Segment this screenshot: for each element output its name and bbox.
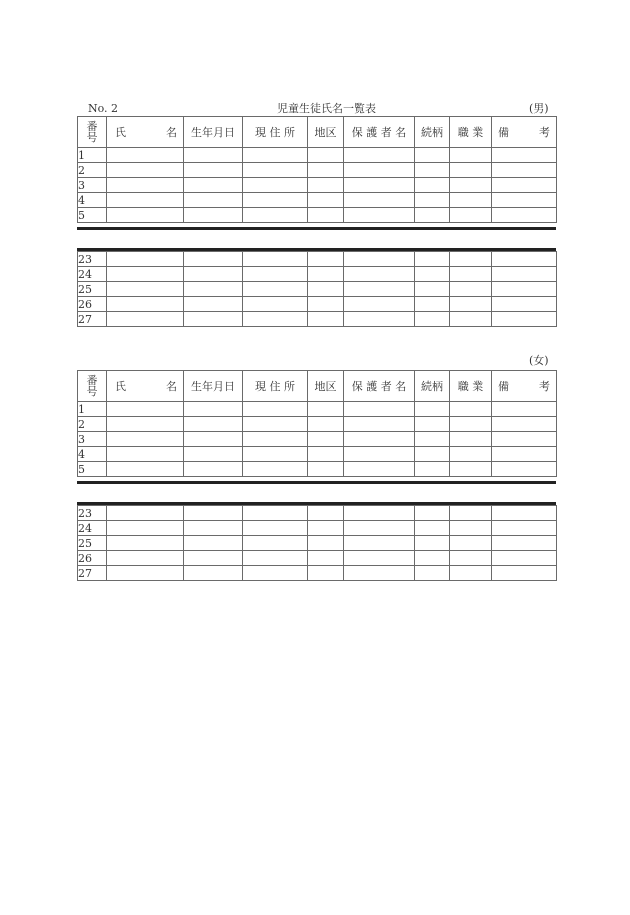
row-number: 23 [78, 506, 107, 521]
table-row [78, 178, 557, 193]
blank-cell [308, 402, 344, 417]
blank-cell [450, 193, 492, 208]
blank-cell [492, 462, 557, 477]
table-row [78, 282, 557, 297]
blank-cell [492, 267, 557, 282]
blank-cell [107, 178, 184, 193]
blank-cell [415, 163, 450, 178]
blank-cell [308, 178, 344, 193]
blank-cell [344, 447, 415, 462]
blank-cell [415, 402, 450, 417]
blank-cell [184, 462, 243, 477]
blank-cell [344, 506, 415, 521]
boys-label: (男) [529, 102, 549, 115]
blank-cell [344, 566, 415, 581]
table-row [78, 193, 557, 208]
blank-cell [107, 462, 184, 477]
blank-cell [450, 267, 492, 282]
blank-cell [107, 521, 184, 536]
blank-cell [107, 282, 184, 297]
document-title: 児童生徒氏名一覧表 [277, 102, 376, 115]
blank-cell [308, 462, 344, 477]
blank-cell [243, 417, 308, 432]
blank-cell [243, 178, 308, 193]
rows-body [78, 252, 557, 327]
blank-cell [344, 252, 415, 267]
blank-cell [492, 447, 557, 462]
blank-cell [415, 178, 450, 193]
blank-cell [184, 432, 243, 447]
blank-cell [107, 267, 184, 282]
blank-cell [344, 163, 415, 178]
blank-cell [344, 193, 415, 208]
blank-cell [415, 252, 450, 267]
blank-cell [184, 506, 243, 521]
blank-cell [492, 536, 557, 551]
section-break-bar [77, 481, 556, 484]
row-number: 24 [78, 521, 107, 536]
blank-cell [492, 163, 557, 178]
blank-cell [450, 402, 492, 417]
blank-cell [308, 163, 344, 178]
blank-cell [107, 536, 184, 551]
blank-cell [243, 402, 308, 417]
row-number: 4 [78, 193, 107, 208]
column-header-row [78, 117, 557, 148]
blank-cell [492, 417, 557, 432]
blank-cell [308, 312, 344, 327]
girls-table-top [77, 370, 557, 477]
blank-cell [492, 252, 557, 267]
blank-cell [308, 506, 344, 521]
blank-cell [450, 447, 492, 462]
row-number: 1 [78, 148, 107, 163]
blank-cell [243, 282, 308, 297]
blank-cell [308, 282, 344, 297]
blank-cell [450, 252, 492, 267]
col-district: 地区 [308, 371, 344, 402]
col-name: 氏 名 [107, 117, 184, 148]
col-address: 現 住 所 [243, 371, 308, 402]
blank-cell [450, 506, 492, 521]
blank-cell [344, 462, 415, 477]
blank-cell [450, 536, 492, 551]
blank-cell [184, 193, 243, 208]
blank-cell [243, 312, 308, 327]
table-row [78, 163, 557, 178]
blank-cell [450, 312, 492, 327]
col-occupation: 職 業 [450, 117, 492, 148]
blank-cell [415, 447, 450, 462]
blank-cell [308, 267, 344, 282]
col-number: 番 号 [78, 371, 107, 402]
table-row [78, 297, 557, 312]
blank-cell [492, 566, 557, 581]
table-row [78, 462, 557, 477]
blank-cell [415, 551, 450, 566]
rows-body [78, 148, 557, 223]
blank-cell [415, 312, 450, 327]
blank-cell [450, 297, 492, 312]
table-row [78, 417, 557, 432]
blank-cell [344, 417, 415, 432]
blank-cell [184, 417, 243, 432]
girls-label: (女) [529, 354, 549, 367]
blank-cell [492, 148, 557, 163]
blank-cell [415, 193, 450, 208]
table-row [78, 402, 557, 417]
table-row [78, 536, 557, 551]
blank-cell [243, 208, 308, 223]
row-number: 27 [78, 312, 107, 327]
blank-cell [107, 193, 184, 208]
blank-cell [184, 178, 243, 193]
blank-cell [450, 551, 492, 566]
row-number: 4 [78, 447, 107, 462]
blank-cell [492, 297, 557, 312]
blank-cell [415, 506, 450, 521]
row-number: 26 [78, 551, 107, 566]
row-number: 1 [78, 402, 107, 417]
blank-cell [415, 282, 450, 297]
blank-cell [184, 521, 243, 536]
blank-cell [344, 208, 415, 223]
blank-cell [344, 267, 415, 282]
row-number: 3 [78, 432, 107, 447]
blank-cell [492, 208, 557, 223]
blank-cell [344, 551, 415, 566]
row-number: 25 [78, 536, 107, 551]
blank-cell [308, 536, 344, 551]
col-guardian: 保 護 者 名 [344, 117, 415, 148]
blank-cell [243, 148, 308, 163]
blank-cell [243, 462, 308, 477]
col-district: 地区 [308, 117, 344, 148]
blank-cell [184, 566, 243, 581]
table-row [78, 148, 557, 163]
blank-cell [492, 178, 557, 193]
blank-cell [492, 432, 557, 447]
blank-cell [184, 282, 243, 297]
blank-cell [107, 252, 184, 267]
row-number: 26 [78, 297, 107, 312]
blank-cell [344, 148, 415, 163]
blank-cell [415, 297, 450, 312]
rows-body [78, 402, 557, 477]
blank-cell [107, 312, 184, 327]
blank-cell [450, 432, 492, 447]
table-row [78, 551, 557, 566]
blank-cell [107, 163, 184, 178]
blank-cell [243, 566, 308, 581]
blank-cell [184, 447, 243, 462]
blank-cell [107, 432, 184, 447]
blank-cell [492, 402, 557, 417]
blank-cell [450, 163, 492, 178]
table-row [78, 252, 557, 267]
blank-cell [344, 282, 415, 297]
row-number: 27 [78, 566, 107, 581]
blank-cell [107, 551, 184, 566]
blank-cell [184, 402, 243, 417]
blank-cell [415, 566, 450, 581]
col-occupation: 職 業 [450, 371, 492, 402]
blank-cell [184, 208, 243, 223]
blank-cell [243, 536, 308, 551]
table-row [78, 447, 557, 462]
blank-cell [107, 566, 184, 581]
col-guardian: 保 護 者 名 [344, 371, 415, 402]
blank-cell [450, 566, 492, 581]
blank-cell [344, 297, 415, 312]
blank-cell [107, 447, 184, 462]
row-number: 5 [78, 208, 107, 223]
girls-table-bottom [77, 505, 557, 581]
blank-cell [184, 297, 243, 312]
blank-cell [107, 297, 184, 312]
blank-cell [184, 536, 243, 551]
col-birthdate: 生年月日 [184, 371, 243, 402]
blank-cell [492, 193, 557, 208]
blank-cell [243, 193, 308, 208]
blank-cell [107, 417, 184, 432]
col-name: 氏 名 [107, 371, 184, 402]
document-number: No. 2 [88, 102, 119, 115]
blank-cell [107, 506, 184, 521]
blank-cell [415, 536, 450, 551]
row-number: 3 [78, 178, 107, 193]
blank-cell [308, 148, 344, 163]
blank-cell [450, 148, 492, 163]
blank-cell [344, 402, 415, 417]
blank-cell [415, 521, 450, 536]
blank-cell [450, 208, 492, 223]
row-number: 2 [78, 417, 107, 432]
blank-cell [344, 521, 415, 536]
blank-cell [415, 208, 450, 223]
blank-cell [344, 536, 415, 551]
blank-cell [415, 267, 450, 282]
boys-table-top [77, 116, 557, 223]
col-relation: 続柄 [415, 371, 450, 402]
blank-cell [450, 521, 492, 536]
col-number: 番 号 [78, 117, 107, 148]
boys-table-bottom [77, 251, 557, 327]
blank-cell [308, 193, 344, 208]
table-row [78, 432, 557, 447]
blank-cell [243, 297, 308, 312]
col-birthdate: 生年月日 [184, 117, 243, 148]
row-number: 5 [78, 462, 107, 477]
blank-cell [243, 447, 308, 462]
blank-cell [450, 417, 492, 432]
blank-cell [308, 551, 344, 566]
blank-cell [492, 282, 557, 297]
table-row [78, 208, 557, 223]
row-number: 24 [78, 267, 107, 282]
row-number: 2 [78, 163, 107, 178]
column-header-row [78, 371, 557, 402]
table-row [78, 521, 557, 536]
blank-cell [184, 267, 243, 282]
blank-cell [450, 462, 492, 477]
blank-cell [450, 282, 492, 297]
table-row [78, 566, 557, 581]
blank-cell [243, 252, 308, 267]
table-row [78, 312, 557, 327]
col-remarks: 備 考 [492, 371, 557, 402]
blank-cell [450, 178, 492, 193]
blank-cell [308, 447, 344, 462]
blank-cell [415, 148, 450, 163]
blank-cell [415, 432, 450, 447]
blank-cell [308, 297, 344, 312]
blank-cell [308, 252, 344, 267]
blank-cell [492, 521, 557, 536]
blank-cell [308, 432, 344, 447]
blank-cell [184, 551, 243, 566]
table-row [78, 267, 557, 282]
blank-cell [344, 432, 415, 447]
col-relation: 続柄 [415, 117, 450, 148]
section-break-bar [77, 227, 556, 230]
blank-cell [243, 432, 308, 447]
table-row [78, 506, 557, 521]
blank-cell [415, 417, 450, 432]
row-number: 25 [78, 282, 107, 297]
blank-cell [107, 402, 184, 417]
blank-cell [107, 208, 184, 223]
blank-cell [308, 417, 344, 432]
blank-cell [243, 506, 308, 521]
blank-cell [243, 267, 308, 282]
blank-cell [243, 521, 308, 536]
blank-cell [308, 566, 344, 581]
col-address: 現 住 所 [243, 117, 308, 148]
blank-cell [344, 178, 415, 193]
blank-cell [492, 312, 557, 327]
blank-cell [243, 163, 308, 178]
rows-body [78, 506, 557, 581]
blank-cell [184, 148, 243, 163]
blank-cell [492, 506, 557, 521]
blank-cell [308, 521, 344, 536]
blank-cell [344, 312, 415, 327]
blank-cell [492, 551, 557, 566]
blank-cell [243, 551, 308, 566]
blank-cell [184, 252, 243, 267]
col-remarks: 備 考 [492, 117, 557, 148]
blank-cell [184, 163, 243, 178]
blank-cell [308, 208, 344, 223]
blank-cell [107, 148, 184, 163]
row-number: 23 [78, 252, 107, 267]
blank-cell [415, 462, 450, 477]
blank-cell [184, 312, 243, 327]
